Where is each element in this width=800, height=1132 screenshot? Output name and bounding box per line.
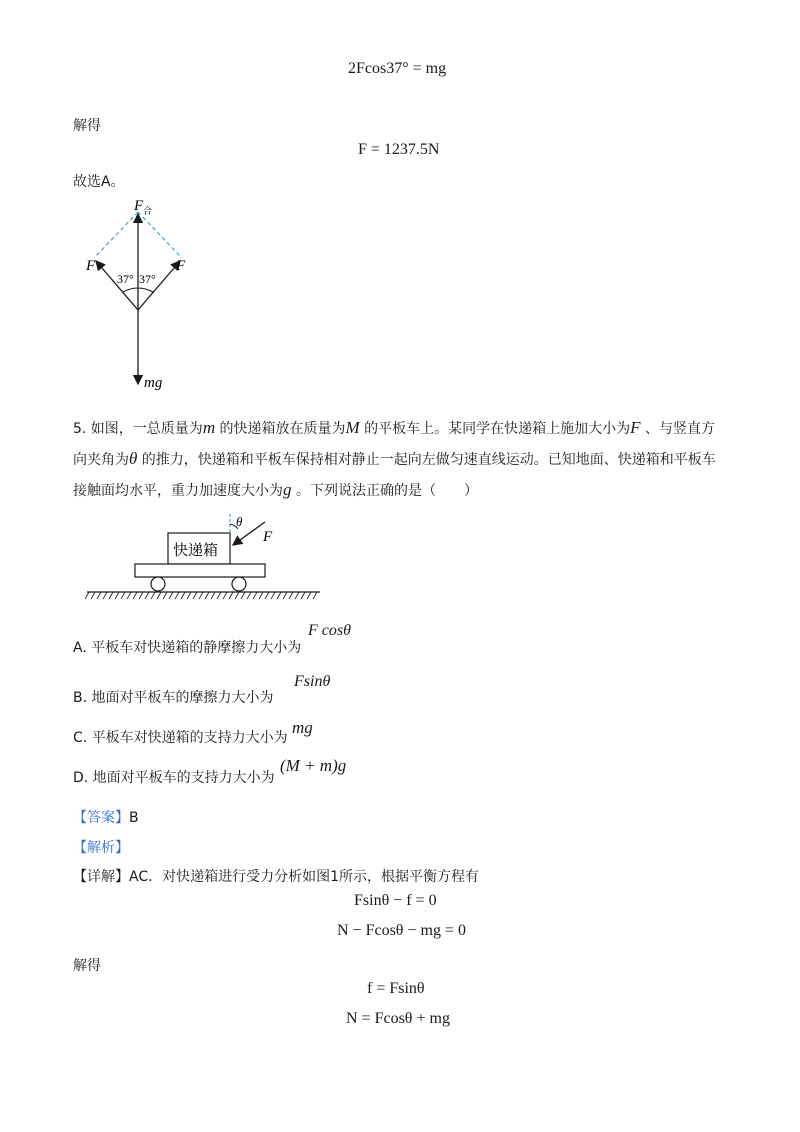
wheel-right	[232, 577, 246, 591]
force-right-label: F	[176, 258, 186, 274]
option-a-math: F cosθ	[308, 622, 351, 639]
gravity-label: mg	[144, 375, 163, 391]
answer-value: B	[129, 810, 139, 826]
push-force-label: F	[263, 529, 273, 545]
option-b-math: Fsinθ	[294, 673, 331, 690]
equation-horizontal-balance: Fsinθ − f = 0	[354, 892, 437, 909]
parcel-box-label: 快递箱	[173, 541, 219, 559]
equation-result-f: F = 1237.5N	[358, 141, 440, 158]
dashed-line-left	[94, 212, 138, 258]
question-line-3: 接触面均水平，重力加速度大小为g 。下列说法正确的是（ ）	[73, 480, 478, 499]
force-left-label: F	[86, 258, 96, 274]
answer-line	[73, 807, 139, 827]
force-diagram-1	[80, 192, 200, 397]
option-c-text: C. 平板车对快递箱的支持力大小为	[73, 730, 288, 746]
cart-diagram	[85, 512, 325, 604]
detail-tag: 【详解】	[73, 869, 129, 885]
answer-tag: 【答案】	[73, 810, 129, 826]
detail-line	[73, 866, 479, 886]
analysis-line	[73, 837, 129, 857]
dashed-line-right	[138, 212, 182, 258]
question-line-1: 5. 如图，一总质量为m 的快递箱放在质量为M 的平板车上。某同学在快递箱上施加大小为F 、与竖直方	[73, 418, 716, 437]
detail-text: AC．对快递箱进行受力分析如图1所示，根据平衡方程有	[129, 869, 480, 885]
wheel-left	[151, 577, 165, 591]
resultant-force-subscript: 合	[143, 206, 153, 216]
resultant-force-label: F	[134, 198, 144, 214]
ground-hatching	[85, 592, 317, 599]
jiede-label-1: 解得	[73, 118, 101, 134]
jiede-label-2: 解得	[73, 958, 101, 974]
option-d-text: D. 地面对平板车的支持力大小为	[73, 770, 275, 786]
option-d-math: (M + m)g	[280, 756, 347, 775]
cart-platform	[135, 564, 265, 577]
equation-balance: 2Fcos37° = mg	[348, 60, 447, 77]
angle-right-label: 37°	[139, 272, 156, 286]
choice-conclusion: 故选A。	[73, 174, 125, 190]
option-c-math: mg	[292, 718, 313, 737]
equation-normal-result: N = Fcosθ + mg	[346, 1010, 450, 1027]
angle-left-label: 37°	[117, 272, 134, 286]
option-a-text: A. 平板车对快递箱的静摩擦力大小为	[73, 640, 302, 656]
equation-friction-result: f = Fsinθ	[367, 980, 425, 997]
analysis-tag: 【解析】	[73, 840, 129, 856]
equation-vertical-balance: N − Fcosθ − mg = 0	[337, 922, 466, 939]
theta-label: θ	[236, 514, 243, 529]
question-line-2: 向夹角为θ 的推力，快递箱和平板车保持相对静止一起向左做匀速直线运动。已知地面、快递箱和平板车	[73, 449, 716, 468]
option-b-text: B. 地面对平板车的摩擦力大小为	[73, 690, 274, 706]
